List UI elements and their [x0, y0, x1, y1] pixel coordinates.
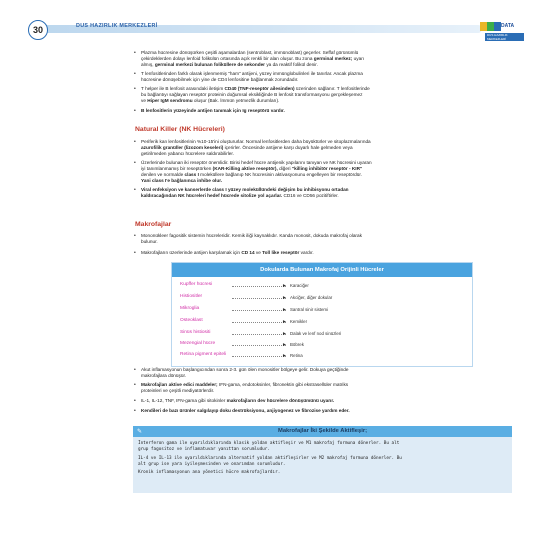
leader-line	[232, 334, 286, 335]
table-cell-location: Dalak ve lenf nod sinüzleri	[290, 331, 342, 336]
table-row	[172, 351, 472, 362]
leader-line	[232, 322, 286, 323]
arrow-right-icon: ►	[282, 295, 287, 301]
table-cell-type: Mikroglia	[180, 306, 200, 311]
publisher-logo	[480, 20, 524, 39]
list-item: • Makrofajları aktive edici maddeler; IFN-gama, endotoksinler, fibronektin gibi ekstrasellüler matriks proteinleri ve çeşitli mediyatörlerdir.	[134, 382, 349, 394]
leader-line	[232, 356, 286, 357]
leader-line	[232, 298, 286, 299]
bullet-icon: •	[134, 139, 136, 145]
table-cell-type: Sinüs histiositi	[180, 330, 211, 335]
bullet-icon: •	[134, 187, 136, 193]
header-title: DUS HAZIRLIK MERKEZLERİ	[76, 23, 158, 29]
table-row	[172, 317, 472, 328]
arrow-right-icon: ►	[282, 353, 287, 359]
list-item: • Üzerlerinde bulunan iki reseptör önemlidir. Birisi hedef hücre antijenik yapılarını tanıyan ve NK hücresini uyaran iyi tanımlanmamış bir reseptörken (KAR-Killing aktive reseptör), diğeri "killing inhibitör reseptör - KIR" denilen ve normalde class I moleküllere bağlanıp NK hücresinin aktivasyonunu engelleyen bir reseptördür. Yani class I'e bağlanınca inhibe olur.	[134, 160, 372, 184]
bullet-icon: •	[134, 382, 136, 388]
table-cell-location: Akciğer, diğer dokular	[290, 295, 333, 300]
list-item: • Periferik kan lenfositlerinin %10-15'ini oluştururlar. Normal lenfositlerden daha büyüktürler ve sitoplazmalarında azurofilik granüller (lizozom keseleri) içerirler. Öncesinde antijene karşı duyarlı hale gelmeden veya getirilmeden yabancı hücrelere saldırabilirler.	[134, 139, 371, 157]
table-row	[172, 329, 472, 340]
logo-subtext: DUS HAZIRLIK MERKEZLERİ	[485, 33, 524, 41]
logo-text: DATA	[501, 23, 515, 29]
info-line: alt grup ise yara iyileşmesinden ve onarımdan sorumludur.	[138, 462, 286, 467]
logo-square-yellow	[480, 22, 487, 31]
table-cell-type: Mezengial hücre	[180, 341, 216, 346]
bullet-icon: •	[134, 250, 136, 256]
section-title-nk: Natural Killer (NK Hücreleri)	[135, 126, 225, 133]
bullet-icon: •	[134, 160, 136, 166]
list-item: • Kendileri de bazı ürünler salgılayıp doku destrüksiyonu, anjiyogenez ve fibrozise yardım eder.	[134, 408, 350, 414]
bullet-icon: •	[134, 71, 136, 77]
leader-line	[232, 286, 286, 287]
info-line: grup fagositoz ve inflamatuvar yanıttan sorumludur.	[138, 447, 270, 452]
arrow-right-icon: ►	[282, 319, 287, 325]
bullet-icon: •	[134, 108, 136, 114]
table-title: Dokularda Bulunan Makrofaj Orijinli Hücreler	[260, 267, 384, 273]
list-item: • Mononükleer fagositik sistemin hücreleridir. Kemik iliği kaynaklıdır. Kanda monosit, dokuda makrofaj olarak bulunur.	[134, 233, 362, 245]
list-item: • Makrofajların üzerlerinde antijen karşılamak için CD 14 ve Toll like reseptör vardır.	[134, 250, 314, 256]
pencil-icon: ✎	[137, 429, 143, 435]
table-cell-location: Böbrek	[290, 342, 304, 347]
info-line: İnterferon gama ile uyarıldıklarında klasik yoldan aktifleşir ve M1 makrofaj formuna dönerler. Bu alt	[138, 441, 400, 446]
list-item: • Plazma hücresine dönüşürken çeşitli aşamalardan (sentroblast, immünoblast) geçerler. Seffaf görünümlü çekirdeklerden dolayı lenfoid folikülün ortasında açık renkli bir alan oluşur. Bu zona germinal merkez; uyarı almış, germinal merkezi bulunan foliküllere de sekonder ya da reaktif folikül denir.	[134, 50, 365, 68]
info-box	[133, 426, 512, 493]
list-item: • Akut inflamasyonun başlangıcından sonra 2-3. gün ölen monositler bölgeye gelir. Dokuya geçtiğinde makrofajlara dönüşür.	[134, 367, 349, 379]
page-number: 30	[28, 20, 48, 40]
list-item: • T lenfositlerinden farklı olarak işlenmemiş "ham" antijeni, yüzey immünglobulinleri ile tanırlar. Ancak plazma hücresine dönüşebilmek için yine de CD4 lenfositine bağlanmak zorundadır.	[134, 71, 363, 83]
arrow-right-icon: ►	[282, 342, 287, 348]
list-item: • B lenfositlerin yüzeyinde antijen tanımak için Ig reseptörü vardır.	[134, 108, 285, 114]
list-item: • Viral enfeksiyon ve kanserlerde class I yüzey moleküllündeki değişim bu inhibisyonu ortadan kaldıracağından NK hücreleri hedef hücrede sitolize yol açarlar. CD16 ve CD56 pozitiftirler.	[134, 187, 349, 199]
bullet-icon: •	[134, 86, 136, 92]
table-cell-location: Santral sinir sistemi	[290, 307, 329, 312]
logo-square-blue	[494, 22, 501, 31]
arrow-right-icon: ►	[282, 331, 287, 337]
table-cell-location: Kemikler	[290, 319, 308, 324]
page-header	[28, 20, 524, 40]
logo-square-green	[487, 22, 494, 31]
table-row	[172, 281, 472, 292]
table-cell-location: Retina	[290, 353, 303, 358]
table-cell-type: Histiositler	[180, 294, 203, 299]
info-line: IL-4 ve IL-13 ile uyarıldıklarında alternatif yoldan aktifleşirler ve M2 makrofaj formuna dönerler. Bu	[138, 456, 402, 461]
arrow-right-icon: ►	[282, 283, 287, 289]
table-row	[172, 305, 472, 316]
bullet-icon: •	[134, 398, 136, 404]
table-cell-type: Osteoklast	[180, 318, 203, 323]
macrophage-cells-table	[171, 262, 473, 367]
list-item: • IL-1, IL-12, TNF, IFN-gama gibi sitokinler makrofajların dev hücrelere dönüşümünü uyarır.	[134, 398, 335, 404]
table-row	[172, 293, 472, 304]
table-cell-type: Retina pigment epiteli	[180, 352, 227, 357]
leader-line	[232, 310, 286, 311]
bullet-icon: •	[134, 408, 136, 414]
leader-line	[232, 345, 286, 346]
arrow-right-icon: ►	[282, 307, 287, 313]
table-cell-type: Kupffer hücresi	[180, 282, 213, 287]
table-cell-location: Karaciğer	[290, 283, 309, 288]
list-item: • T helper ile B lenfosit arasındaki iletişim CD40 (TNF-reseptör ailesinden) üzerinden sağlanır. T lenfositlerinde bu bağlantıyı sağlayan reseptör proteinin doğumsal eksikliğinde B lenfosit transformasyonu gerçekleşemez ve Hiper IgM sendromu oluşur (Bak. İmmün yetmezlik durumları).	[134, 86, 370, 104]
bullet-icon: •	[134, 50, 136, 56]
bullet-icon: •	[134, 367, 136, 373]
info-box-title: Makrofajlar İki Şekilde Aktifleşir;	[277, 428, 368, 434]
bullet-icon: •	[134, 233, 136, 239]
section-title-macrophages: Makrofajlar	[135, 221, 172, 228]
table-row	[172, 340, 472, 351]
info-line: Kronik inflamasyonun ana yönetici hücre makrofajlardır.	[138, 470, 281, 475]
